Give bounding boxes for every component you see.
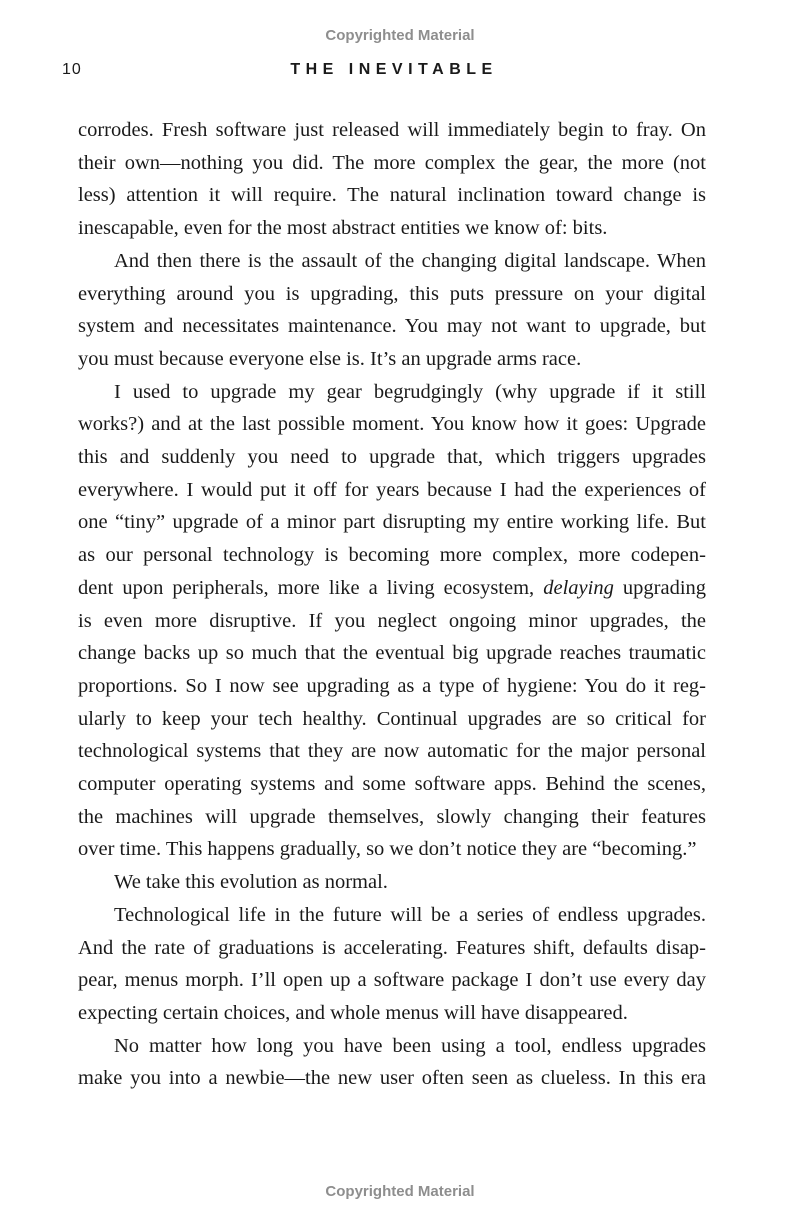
text-line: over time. This happens gradually, so we don’t notice they are “becoming.” bbox=[78, 838, 697, 861]
text-line: works?) and at the last possible moment. You know how it goes: Upgrade bbox=[78, 413, 706, 436]
text-line: you must because everyone else is. It’s an upgrade arms race. bbox=[78, 347, 582, 370]
paragraph bbox=[78, 376, 706, 867]
text-line: We take this evolution as normal. bbox=[114, 871, 388, 894]
text-line: technological systems that they are now automatic for the major personal bbox=[78, 740, 706, 763]
paragraph bbox=[78, 245, 706, 376]
text-line: ularly to keep your tech healthy. Continual upgrades are so critical for bbox=[78, 707, 706, 730]
text-line: computer operating systems and some software apps. Behind the scenes, bbox=[78, 773, 706, 796]
text-line: make you into a newbie—the new user often seen as clueless. In this era bbox=[78, 1067, 706, 1090]
copyright-watermark-bottom: Copyrighted Material bbox=[325, 1183, 475, 1200]
text-line: system and necessitates maintenance. You may not want to upgrade, but bbox=[78, 315, 706, 338]
emphasis: delaying bbox=[543, 576, 614, 599]
text-line: change backs up so much that the eventual big upgrade reaches traumatic bbox=[78, 642, 706, 665]
paragraph bbox=[78, 866, 706, 899]
paragraph bbox=[78, 114, 706, 245]
running-header bbox=[0, 61, 800, 83]
text-line: one “tiny” upgrade of a minor part disrupting my entire working life. But bbox=[78, 511, 706, 534]
text-line: their own—nothing you did. The more complex the gear, the more (not bbox=[78, 151, 706, 174]
text-fragment: dent upon peripherals, more like a living ecosystem, bbox=[78, 576, 535, 599]
text-line: as our personal technology is becoming more complex, more codepen- bbox=[78, 544, 706, 567]
text-line: everything around you is upgrading, this puts pressure on your digital bbox=[78, 282, 706, 305]
text-line: everywhere. I would put it off for years because I had the experiences of bbox=[78, 478, 706, 501]
text-fragment: upgrading bbox=[622, 576, 707, 599]
paragraph bbox=[78, 1030, 706, 1095]
copyright-watermark-top: Copyrighted Material bbox=[325, 27, 475, 44]
page-number: 10 bbox=[62, 61, 82, 78]
text-line: is even more disruptive. If you neglect ongoing minor upgrades, the bbox=[78, 609, 706, 632]
text-line: pear, menus morph. I’ll open up a software package I don’t use every day bbox=[78, 969, 706, 992]
text-line: Technological life in the future will be a series of endless upgrades. bbox=[114, 903, 706, 926]
book-title: THE INEVITABLE bbox=[290, 61, 498, 78]
text-line: corrodes. Fresh software just released will immediately begin to fray. On bbox=[78, 119, 706, 141]
text-line bbox=[78, 572, 706, 605]
text-line: And then there is the assault of the changing digital landscape. When bbox=[114, 249, 706, 272]
text-line: this and suddenly you need to upgrade that, which triggers upgrades bbox=[78, 446, 706, 469]
text-line: the machines will upgrade themselves, slowly changing their features bbox=[78, 805, 706, 828]
text-line: I used to upgrade my gear begrudgingly (why upgrade if it still bbox=[114, 380, 706, 403]
text-line: expecting certain choices, and whole menus will have disappeared. bbox=[78, 1001, 628, 1024]
text-line: inescapable, even for the most abstract entities we know of: bits. bbox=[78, 217, 608, 240]
paragraph bbox=[78, 899, 706, 1030]
text-line: And the rate of graduations is accelerating. Features shift, defaults disap- bbox=[78, 936, 706, 959]
body-text bbox=[78, 114, 706, 1095]
text-line: less) attention it will require. The natural inclination toward change is bbox=[78, 184, 706, 207]
text-line: proportions. So I now see upgrading as a type of hygiene: You do it reg- bbox=[78, 674, 706, 697]
text-line: No matter how long you have been using a tool, endless upgrades bbox=[114, 1034, 706, 1057]
